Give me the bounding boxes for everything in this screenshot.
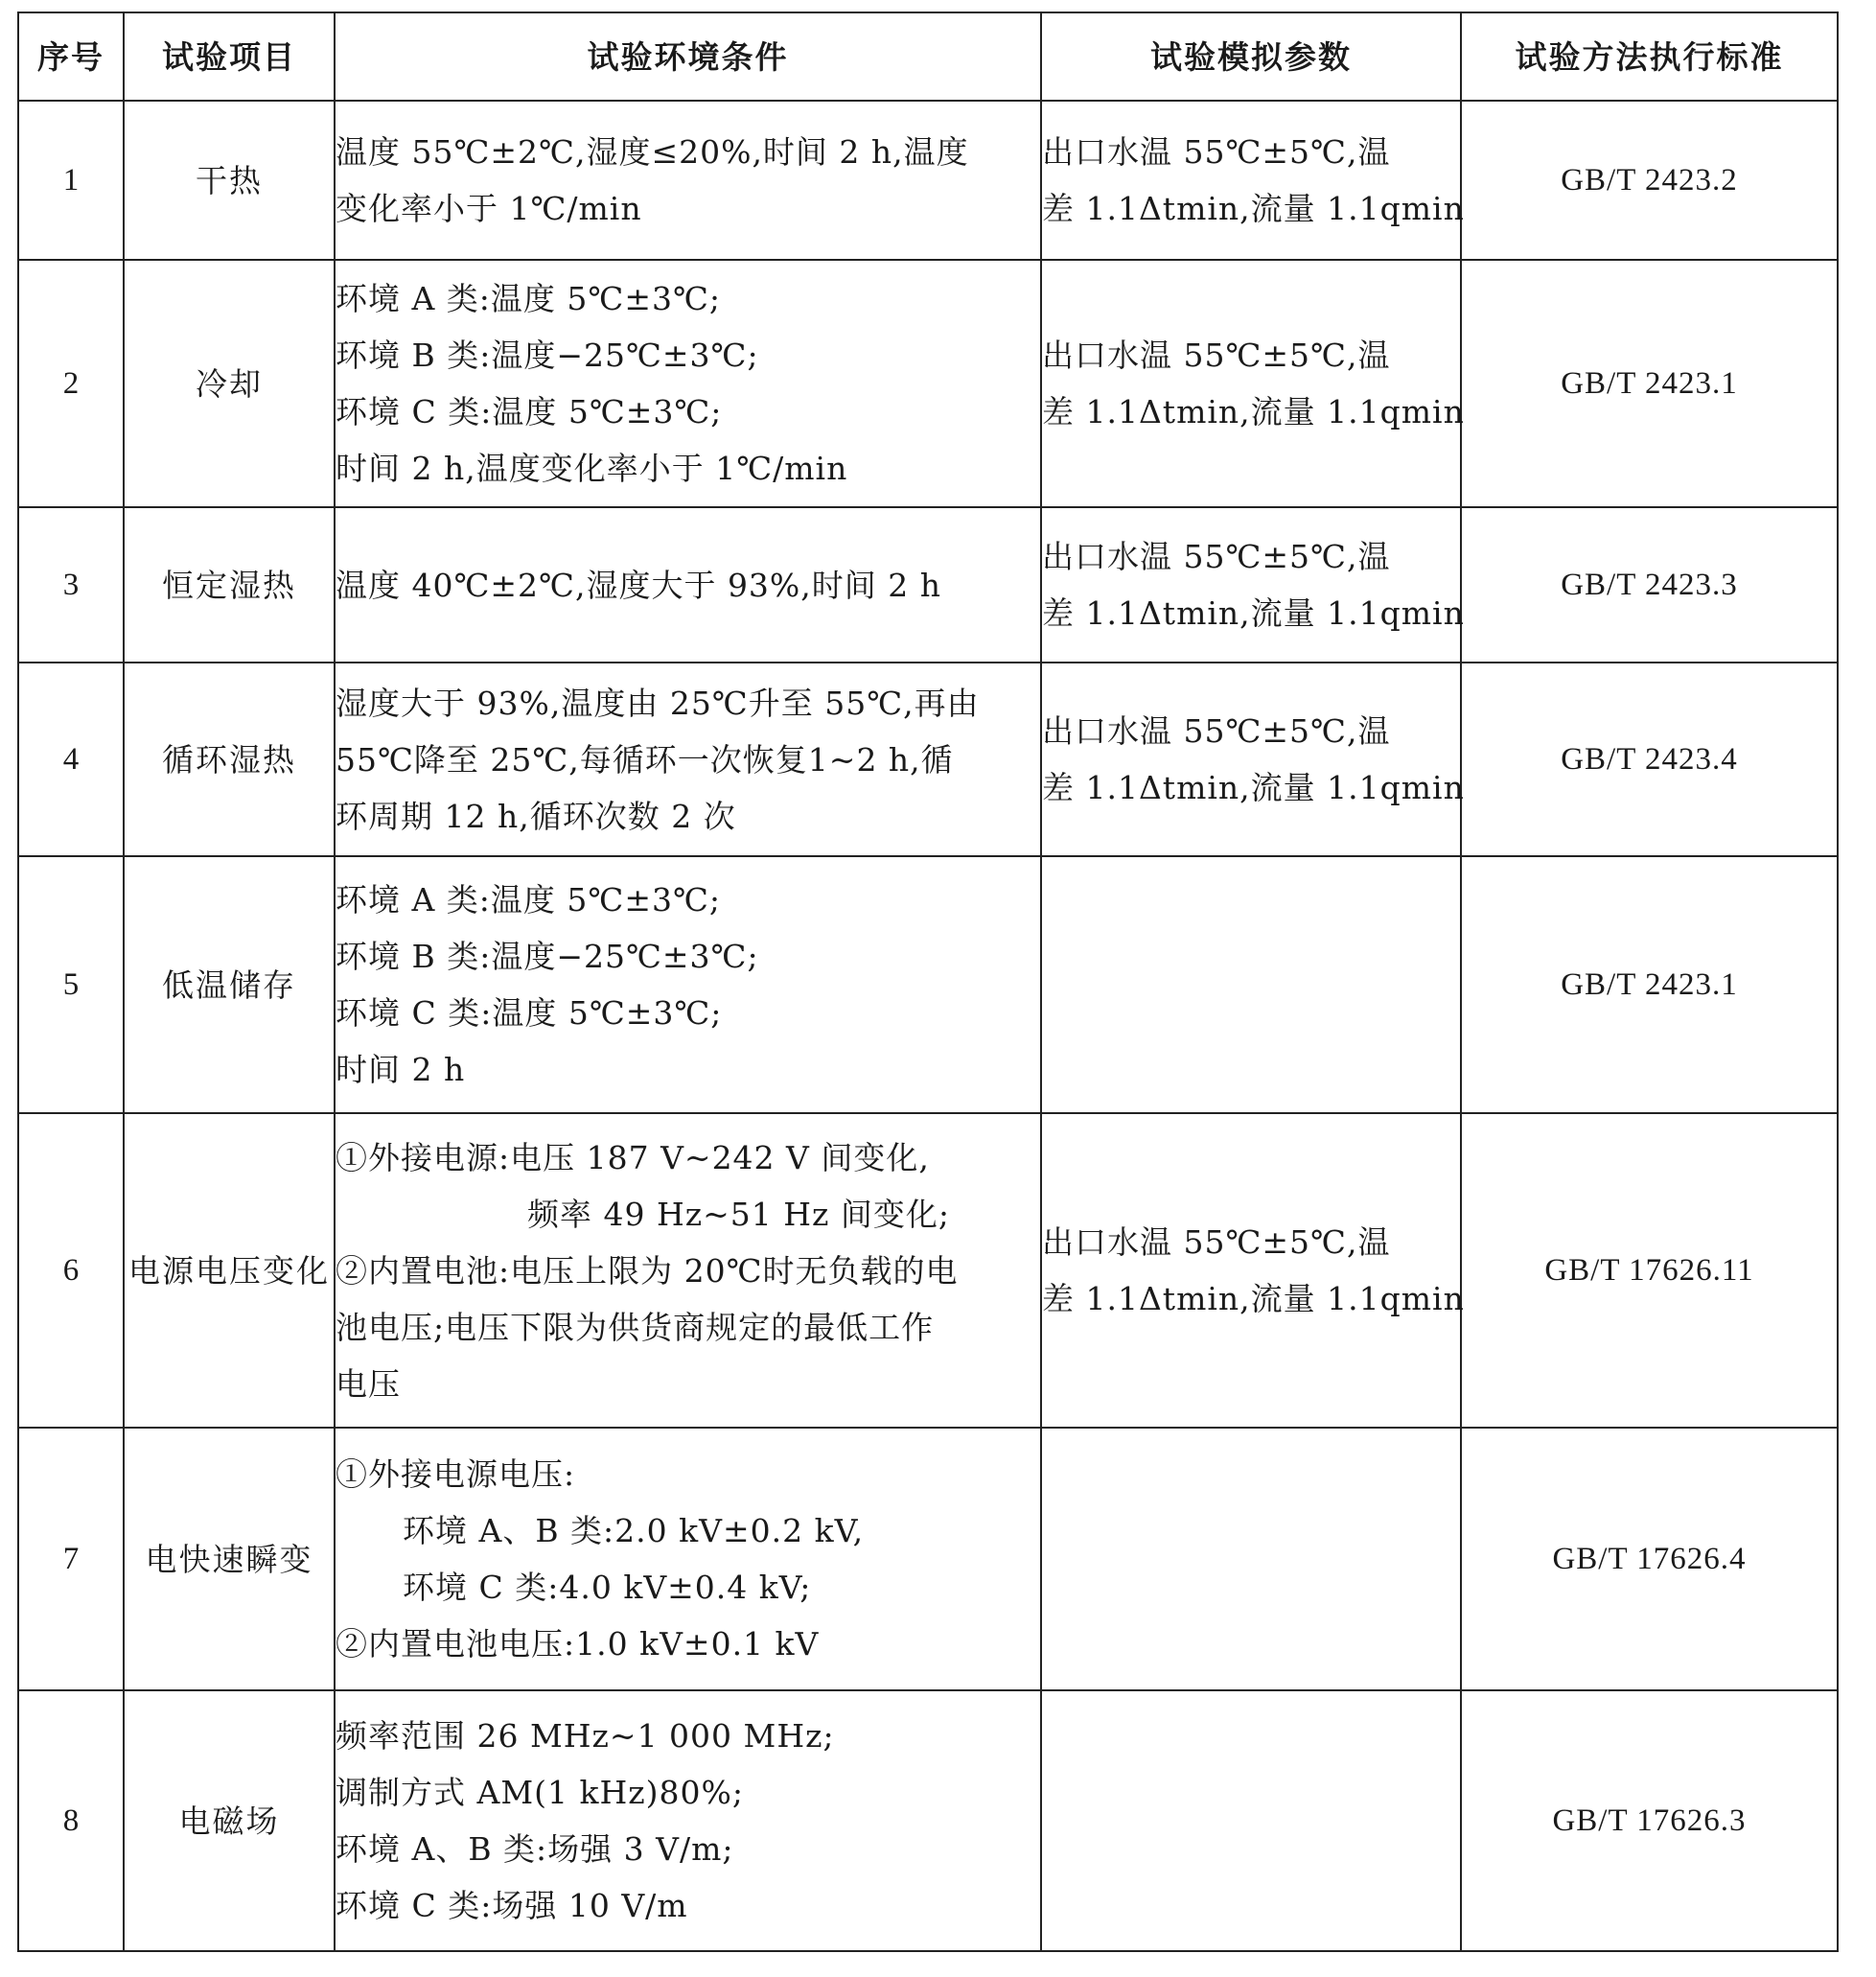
row-env: [335, 663, 1041, 856]
env-line: ②内置电池电压:1.0 kV±0.1 kV: [336, 1625, 820, 1663]
param-line-1: 出口水温 55℃±5℃,温: [1042, 538, 1391, 575]
header-item: 试验项目: [124, 12, 335, 101]
env-line: 湿度大于 93%,温度由 25℃升至 55℃,再由: [336, 684, 980, 722]
table-row: [18, 1113, 1838, 1428]
env-line: 55℃降至 25℃,每循环一次恢复1~2 h,循: [336, 740, 954, 779]
row-seq: 2: [18, 260, 124, 507]
row-env: [335, 856, 1041, 1113]
row-seq: 6: [18, 1113, 124, 1428]
env-line: 环境 A、B 类:2.0 kV±0.2 kV,: [403, 1512, 865, 1549]
row-env: [335, 101, 1041, 260]
param-line-2: 差 1.1Δtmin,流量 1.1qmin: [1042, 393, 1465, 430]
row-item: 循环湿热: [124, 663, 335, 856]
row-seq: 5: [18, 856, 124, 1113]
row-env: [335, 260, 1041, 507]
row-param: [1041, 1113, 1465, 1428]
row-std: GB/T 17626.4: [1461, 1428, 1838, 1690]
env-line: 环周期 12 h,循环次数 2 次: [336, 797, 736, 835]
param-line-1: 出口水温 55℃±5℃,温: [1042, 1223, 1391, 1261]
row-env: [335, 1690, 1041, 1951]
env-line: 频率 49 Hz~51 Hz 间变化;: [527, 1195, 951, 1233]
table-row: [18, 507, 1838, 663]
param-line-2: 差 1.1Δtmin,流量 1.1qmin: [1042, 594, 1465, 632]
row-env: [335, 507, 1041, 663]
row-env: [335, 1113, 1041, 1428]
table-row: [18, 1690, 1838, 1951]
env-line: 环境 C 类:温度 5℃±3℃;: [336, 994, 723, 1032]
param-line-2: 差 1.1Δtmin,流量 1.1qmin: [1042, 769, 1465, 806]
row-std: GB/T 2423.2: [1461, 101, 1838, 260]
table-row: [18, 1428, 1838, 1690]
table-row: [18, 856, 1838, 1113]
env-line: ②内置电池:电压上限为 20℃时无负载的电: [336, 1251, 959, 1290]
table-row: [18, 663, 1838, 856]
env-line: ①外接电源电压:: [336, 1455, 576, 1493]
env-line: 时间 2 h,温度变化率小于 1℃/min: [336, 450, 848, 487]
row-std: GB/T 17626.11: [1461, 1113, 1838, 1428]
row-seq: 4: [18, 663, 124, 856]
row-item: 恒定湿热: [124, 507, 335, 663]
row-item: 干热: [124, 101, 335, 260]
env-line: 环境 B 类:温度−25℃±3℃;: [336, 337, 759, 374]
row-param: [1041, 260, 1465, 507]
row-std: GB/T 2423.4: [1461, 663, 1838, 856]
env-line: 环境 A 类:温度 5℃±3℃;: [336, 280, 722, 317]
row-std: GB/T 2423.3: [1461, 507, 1838, 663]
row-std: GB/T 2423.1: [1461, 856, 1838, 1113]
row-param-empty: [1041, 1690, 1461, 1951]
param-line-1: 出口水温 55℃±5℃,温: [1042, 133, 1391, 171]
env-line: 温度 40℃±2℃,湿度大于 93%,时间 2 h: [336, 566, 942, 604]
row-param-empty: [1041, 1428, 1461, 1690]
row-seq: 7: [18, 1428, 124, 1690]
param-line-1: 出口水温 55℃±5℃,温: [1042, 712, 1391, 750]
env-line: 环境 A、B 类:场强 3 V/m;: [336, 1830, 734, 1868]
row-seq: 3: [18, 507, 124, 663]
header-env: 试验环境条件: [335, 12, 1041, 101]
env-line: 电压: [336, 1364, 401, 1403]
row-item: 电磁场: [124, 1690, 335, 1951]
env-line: 温度 55℃±2℃,湿度≤20%,时间 2 h,温度: [336, 133, 969, 171]
env-line: 环境 C 类:场强 10 V/m: [336, 1887, 688, 1924]
env-line: 频率范围 26 MHz~1 000 MHz;: [336, 1717, 835, 1755]
env-line: 环境 C 类:4.0 kV±0.4 kV;: [403, 1569, 812, 1606]
header-seq: 序号: [18, 12, 124, 101]
header-std: 试验方法执行标准: [1461, 12, 1838, 101]
row-param-empty: [1041, 856, 1461, 1113]
row-seq: 8: [18, 1690, 124, 1951]
param-line-2: 差 1.1Δtmin,流量 1.1qmin: [1042, 1280, 1465, 1317]
env-line: 环境 C 类:温度 5℃±3℃;: [336, 393, 723, 430]
env-line: 时间 2 h: [336, 1051, 466, 1088]
row-seq: 1: [18, 101, 124, 260]
env-line: ①外接电源:电压 187 V~242 V 间变化,: [336, 1138, 930, 1176]
row-std: GB/T 2423.1: [1461, 260, 1838, 507]
test-conditions-table: [17, 12, 1839, 1952]
row-item: 低温储存: [124, 856, 335, 1113]
header-param: 试验模拟参数: [1041, 12, 1461, 101]
table-row: [18, 101, 1838, 260]
param-line-1: 出口水温 55℃±5℃,温: [1042, 337, 1391, 374]
row-env: [335, 1428, 1041, 1690]
param-line-2: 差 1.1Δtmin,流量 1.1qmin: [1042, 190, 1465, 227]
row-item: 电源电压变化: [124, 1113, 335, 1428]
env-line: 池电压;电压下限为供货商规定的最低工作: [336, 1308, 935, 1346]
row-param: [1041, 101, 1465, 260]
table-row: [18, 260, 1838, 507]
env-line: 环境 B 类:温度−25℃±3℃;: [336, 938, 759, 975]
header-row: [18, 12, 1838, 101]
env-line: 环境 A 类:温度 5℃±3℃;: [336, 881, 722, 919]
env-line: 变化率小于 1℃/min: [336, 190, 642, 227]
row-item: 电快速瞬变: [124, 1428, 335, 1690]
row-param: [1041, 507, 1465, 663]
row-std: GB/T 17626.3: [1461, 1690, 1838, 1951]
env-line: 调制方式 AM(1 kHz)80%;: [336, 1774, 744, 1811]
row-param: [1041, 663, 1465, 856]
row-item: 冷却: [124, 260, 335, 507]
